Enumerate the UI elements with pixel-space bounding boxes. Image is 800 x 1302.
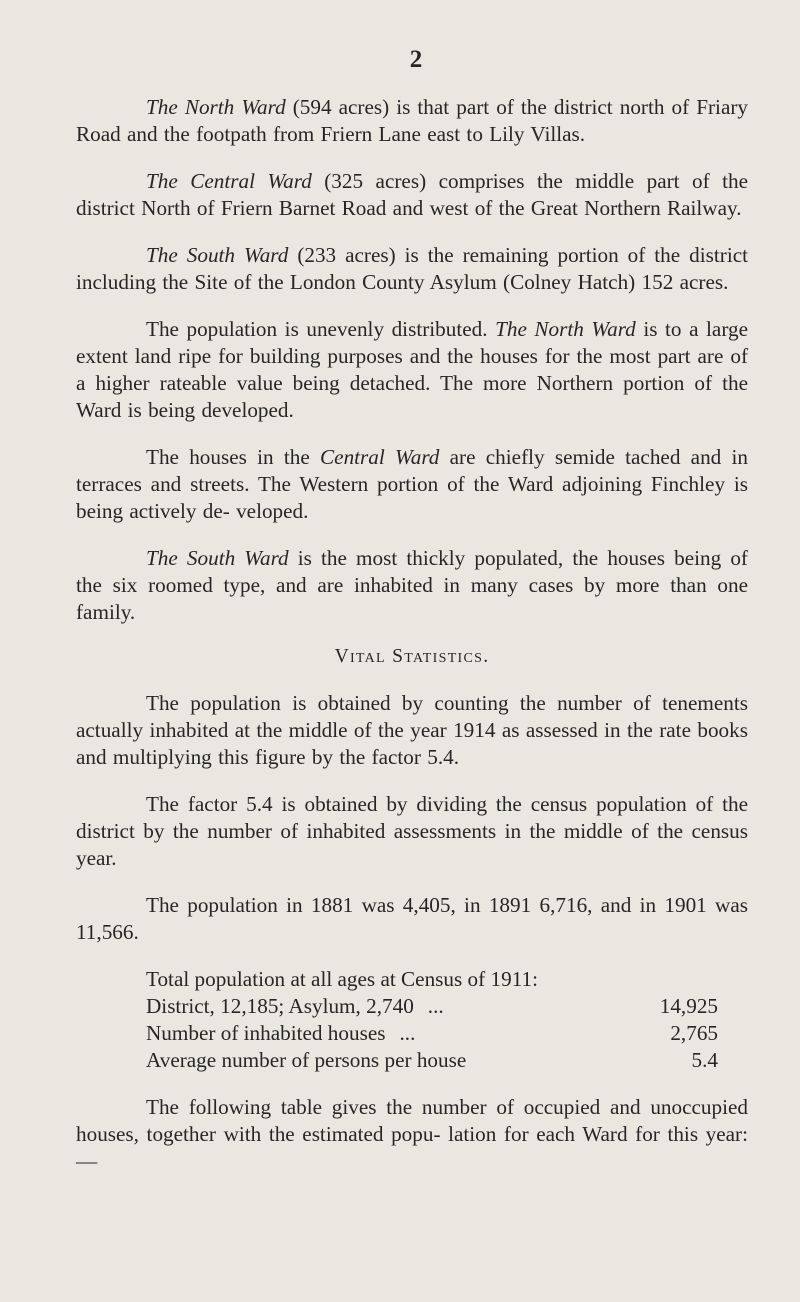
central-houses-paragraph [76, 444, 748, 525]
stat-label: District, 12,185; Asylum, 2,740 [146, 994, 414, 1018]
section-heading: Vital Statistics. [334, 646, 490, 667]
stat-label: Average number of persons per house [146, 1048, 467, 1072]
stat-value: 2,765 [670, 1021, 718, 1045]
north-ward-title: The North Ward [146, 95, 286, 119]
central-ward-text: (325 acres) comprises the middle part of the district North of Friern Barnet Road and west of the Great Northern Railway. [76, 169, 748, 220]
central-ward-title: The Central Ward [146, 169, 312, 193]
population-intro: The population is unevenly distributed. [146, 317, 496, 341]
stat-row [76, 993, 748, 1020]
central-houses-intro: The houses in the [146, 445, 321, 469]
stat-value: 14,925 [659, 994, 718, 1018]
central-ward-paragraph [76, 168, 748, 222]
census-intro-row [76, 966, 748, 993]
census-intro: Total population at all ages at Census of 1911: [146, 967, 538, 991]
south-ward-text: (233 acres) is the remaining portion of the district including the Site of the London County Asylum (Colney Hatch) 152 acres. [76, 243, 748, 294]
population-north-ward: The North Ward [495, 317, 636, 341]
stat-dots: ... [399, 1021, 416, 1045]
south-ward-title: The South Ward [146, 243, 289, 267]
stat-dots: ... [427, 994, 444, 1018]
vital-paragraph-history: The population in 1881 was 4,405, in 1891 6,716, and in 1901 was 11,566. [76, 893, 748, 944]
south-houses-text: is the most thickly populated, the houses being of the six roomed type, and are inhabited in many cases by more than one family. [76, 546, 748, 624]
stat-row [76, 1020, 748, 1047]
population-north-text: is to a large extent land ripe for building purposes and the houses for the most part are of a higher rateable value being detached. The more Northern portion of the Ward is being developed. [76, 317, 748, 422]
north-ward-paragraph [76, 94, 748, 148]
south-ward-paragraph [76, 242, 748, 296]
stat-label: Number of inhabited houses [146, 1021, 386, 1045]
closing-paragraph: The following table gives the number of occupied and unoccupied houses, together with the estimated popu- lation for each Ward for this year:— [76, 1095, 748, 1173]
central-houses-ward: Central Ward [320, 445, 440, 469]
vital-paragraph-method: The population is obtained by counting the number of tenements actually inhabited at the middle of the year 1914 as assessed in the rate books and multiplying this figure by the factor 5.4. [76, 691, 748, 769]
census-statistics [76, 966, 748, 1074]
central-houses-text: are chiefly semide tached and in terraces and streets. The Western portion of the Ward adjoining Finchley is being actively de- veloped. [76, 445, 749, 523]
page-number: 2 [409, 46, 423, 73]
north-ward-text: (594 acres) is that part of the district north of Friary Road and the footpath from Friern Lane east to Lily Villas. [76, 95, 748, 146]
south-houses-ward: The South Ward [146, 546, 289, 570]
stat-value: 5.4 [691, 1048, 718, 1072]
population-distribution-paragraph [76, 316, 748, 424]
south-houses-paragraph [76, 545, 748, 626]
vital-paragraph-factor: The factor 5.4 is obtained by dividing the census population of the district by the number of inhabited assessments in the middle of the census year. [76, 792, 748, 870]
stat-row [76, 1047, 748, 1074]
